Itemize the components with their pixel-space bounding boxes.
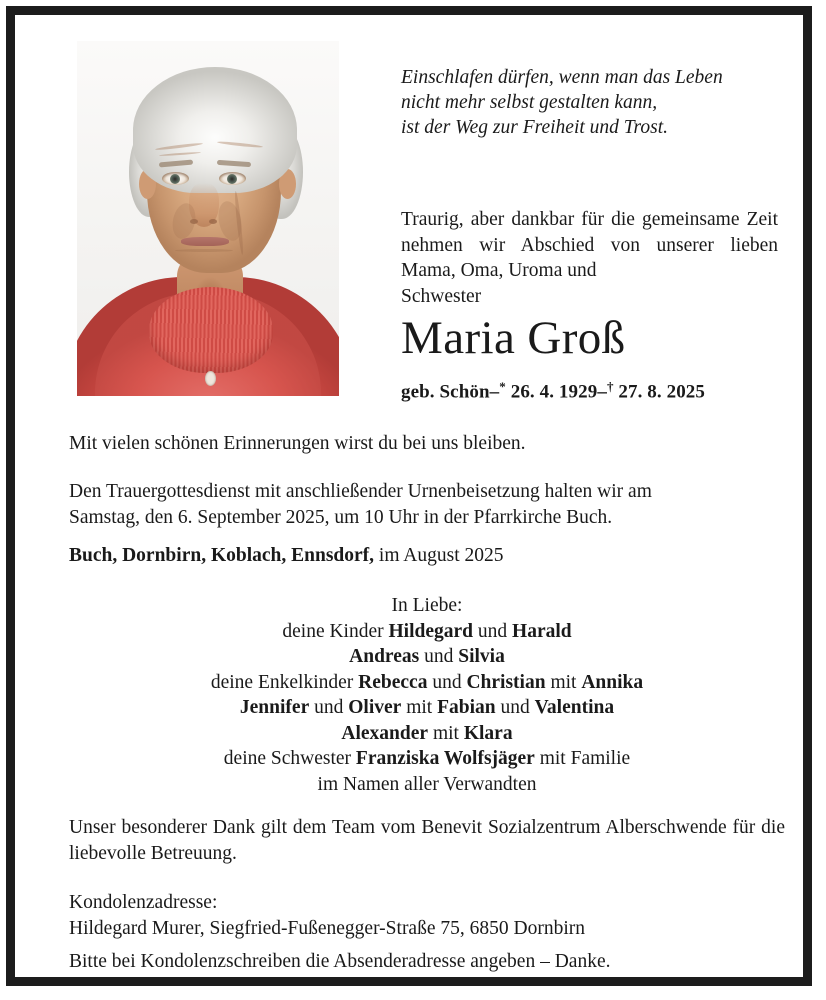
- family-conj: mit Familie: [534, 748, 631, 769]
- intro-text: Traurig, aber dankbar für die gemeinsame Zeit nehmen wir Abschied von unserer lieben Mama, Oma, Uroma und: [401, 209, 778, 281]
- family-name: Franziska Wolfsjäger: [355, 748, 535, 769]
- family-conj: mit: [401, 697, 438, 718]
- family-closing: im Namen aller Verwandten: [317, 773, 537, 795]
- family-name: Fabian: [437, 697, 496, 718]
- family-line: [69, 644, 785, 670]
- hair-top: [133, 67, 297, 193]
- birth-star-icon: *: [499, 379, 506, 394]
- condolence-label: Kondolenzadresse:: [69, 892, 218, 913]
- condolence-address: Hildegard Murer, Siegfried-Fußenegger-Straße 75, 6850 Dornbirn: [69, 917, 585, 939]
- family-name: Alexander: [341, 722, 429, 744]
- family-name: Klara: [463, 722, 513, 744]
- family-line: [69, 695, 785, 721]
- family-line: [69, 746, 785, 772]
- family-line: [69, 670, 785, 696]
- condolence-block: [69, 890, 785, 941]
- family-name: Rebecca: [358, 671, 428, 693]
- intro-last-line: Schwester: [401, 285, 482, 307]
- family-name: Andreas: [349, 646, 420, 667]
- family-conj: und: [473, 620, 513, 642]
- portrait-photo: [77, 41, 339, 396]
- family-relation: deine Kinder: [282, 620, 389, 642]
- birth-death-dates: [401, 379, 786, 404]
- intro-block: [401, 207, 778, 309]
- iris-right: [227, 174, 237, 184]
- family-relation: deine Schwester: [223, 748, 356, 769]
- maiden-name: geb. Schön: [401, 381, 490, 403]
- verse-block: [401, 65, 781, 140]
- death-cross-icon: †: [606, 379, 614, 394]
- condolence-note: Bitte bei Kondolenzschreiben die Absenderadresse angeben – Danke.: [69, 951, 611, 972]
- family-line: [69, 619, 785, 645]
- memory-line: Mit vielen schönen Erinnerungen wirst du bei uns bleiben.: [69, 433, 526, 454]
- cardigan-collar: [149, 287, 273, 373]
- service-line-1: Den Trauergottesdienst mit anschließender Urnenbeisetzung halten wir am: [69, 481, 652, 502]
- family-relation: deine Enkelkinder: [210, 671, 359, 693]
- family-name: Hildegard: [388, 620, 474, 642]
- cardigan-button: [205, 371, 216, 386]
- verse-line-2: nicht mehr selbst gestalten kann,: [401, 92, 658, 113]
- family-conj: und: [495, 697, 535, 718]
- family-conj: mit: [545, 671, 582, 693]
- service-block: [69, 479, 785, 530]
- verse-line-1: Einschlafen dürfen, wenn man das Leben: [401, 67, 723, 88]
- family-name: Silvia: [458, 646, 505, 667]
- chin-line: [175, 249, 233, 252]
- death-date: 27. 8. 2025: [618, 381, 706, 403]
- deceased-name: Maria Groß: [401, 312, 626, 364]
- thanks-paragraph: Unser besonderer Dank gilt dem Team vom Benevit Sozialzentrum Alberschwende für die liebevolle Betreuung.: [69, 817, 785, 864]
- nostril-right: [209, 219, 217, 224]
- family-heading: In Liebe:: [391, 595, 463, 616]
- family-conj: und: [309, 697, 349, 718]
- obituary-frame: [6, 6, 812, 986]
- birth-date: 26. 4. 1929: [510, 381, 598, 403]
- iris-left: [170, 174, 180, 184]
- dates-separator-2: –: [597, 381, 607, 403]
- family-name: Valentina: [534, 697, 615, 718]
- family-name: Jennifer: [239, 697, 310, 718]
- places-names: Buch, Dornbirn, Koblach, Ennsdorf,: [69, 545, 375, 566]
- service-line-2: Samstag, den 6. September 2025, um 10 Uhr in der Pfarrkirche Buch.: [69, 506, 613, 528]
- obituary-sheet: [15, 15, 803, 977]
- places-date: im August 2025: [374, 545, 504, 566]
- verse-line-3: ist der Weg zur Freiheit und Trost.: [401, 117, 669, 138]
- family-name: Annika: [581, 671, 644, 693]
- family-name: Christian: [466, 671, 546, 693]
- family-conj: und: [427, 671, 467, 693]
- family-line: [69, 721, 785, 747]
- places-line: [69, 543, 785, 569]
- family-name: Harald: [512, 620, 572, 642]
- dates-separator-1: –: [489, 381, 500, 403]
- family-name: Oliver: [348, 697, 402, 718]
- family-conj: und: [419, 646, 459, 667]
- family-block: [69, 593, 785, 797]
- mouth: [181, 237, 229, 246]
- family-conj: mit: [428, 722, 464, 744]
